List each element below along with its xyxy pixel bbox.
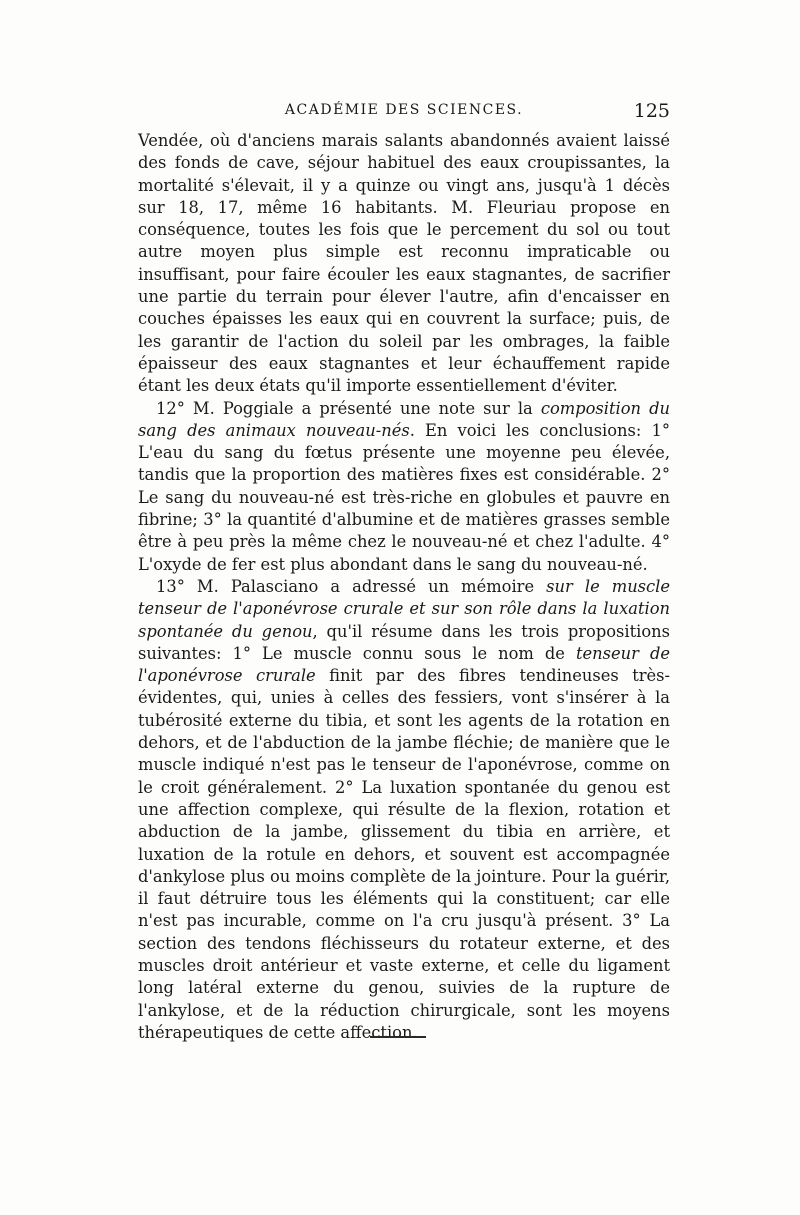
paragraph-text: 12° M. Poggiale a présenté une note sur la bbox=[156, 398, 541, 418]
paragraph-poggiale bbox=[138, 398, 670, 576]
paragraph-text: , qu'il résume dans les trois propositions suivantes: 1° Le muscle connu sous le nom de bbox=[138, 621, 671, 663]
paragraph-text: finit par des fibres tendineuses très-évidentes, qui, unies à celles des fessiers, vont s'insérer à la tubérosité externe du tibia, et sont les agents de la rotation en dehors, et de l'abduction de la jambe fléchie; de manière que le muscle indiqué n'est pas le tenseur de l'aponévrose, comme on le croit généralement. 2° La luxation spontanée du genou est une affection complexe, qui résulte de la flexion, rotation et abduction de la jambe, glissement du tibia en arrière, et luxation de la rotule en dehors, et souvent est accompagnée d'ankylose plus ou moins complète de la jointure. Pour la guérir, il faut détruire tous les éléments qui la constituent; car elle n'est pas incurable, comme on l'a cru jusqu'à présent. 3° La section des tendons fléchisseurs du rotateur externe, et des muscles droit antérieur et vaste externe, et celle du ligament long latéral externe du genou, suivies de la rupture de l'ankylose, et de la réduction chirurgicale, sont les moyens thérapeutiques de cette affection. bbox=[138, 666, 671, 1042]
paragraph-text: 13° M. Palasciano a adressé un mémoire bbox=[156, 576, 547, 596]
paragraph-title-italic: sur le muscle tenseur de l'aponévrose crurale et sur son rôle dans la luxation spontanée du genou bbox=[138, 576, 671, 641]
paragraph-vendee bbox=[138, 130, 670, 398]
body-text bbox=[138, 130, 670, 1044]
paragraph-palasciano bbox=[138, 576, 670, 1044]
page-number: 125 bbox=[633, 100, 670, 122]
paragraph-title-italic: composition du sang des animaux nouveau-nés bbox=[138, 398, 670, 440]
paragraph-text: . En voici les conclusions: 1° L'eau du sang du fœtus présente une moyenne peu élevée, tandis que la proportion des matières fixes est considérable. 2° Le sang du nouveau-né est très-riche en globules et pauvre en fibrine; 3° la quantité d'albumine et de matières grasses semble être à peu près la même chez le nouveau-né et chez l'adulte. 4° L'oxyde de fer est plus abondant dans le sang du nouveau-né. bbox=[138, 420, 671, 574]
paragraph-text: Vendée, où d'anciens marais salants abandonnés avaient laissé des fonds de cave, séjour habituel des eaux croupissantes, la mortalité s'élevait, il y a quinze ou vingt ans, jusqu'à 1 décès sur 18, 17, même 16 habitants. M. Fleuriau propose en conséquence, toutes les fois que le percement du sol ou tout autre moyen plus simple est reconnu impraticable ou insuffisant, pour faire écouler les eaux stagnantes, de sacrifier une partie du terrain pour élever l'autre, afin d'encaisser en couches épaisses les eaux qui en couvrent la surface; puis, de les garantir de l'action du soleil par les ombrages, la faible épaisseur des eaux stagnantes et leur échauffement rapide étant les deux états qu'il importe essentiellement d'éviter. bbox=[138, 131, 670, 396]
page-header bbox=[138, 100, 670, 124]
section-divider bbox=[370, 1036, 426, 1038]
paragraph-term-italic: tenseur de l'aponévrose crurale bbox=[138, 643, 671, 686]
running-title: ACADÉMIE DES SCIENCES. bbox=[284, 102, 524, 118]
